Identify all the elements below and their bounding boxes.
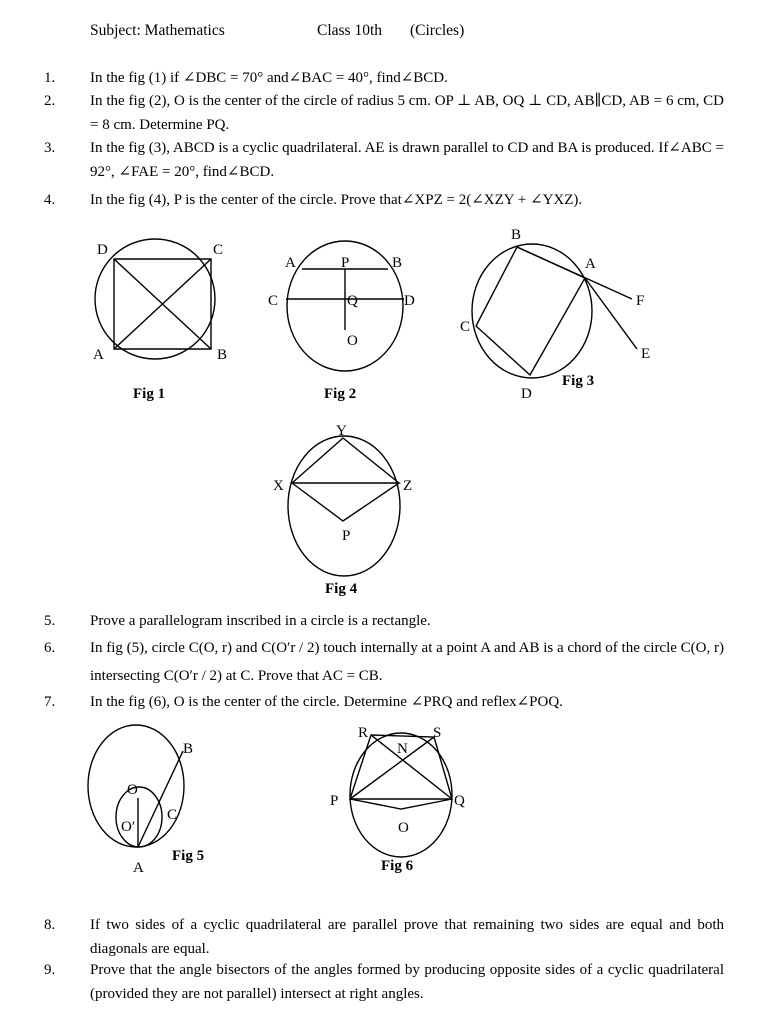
figure-4	[273, 423, 412, 597]
figures-row-1	[0, 220, 768, 610]
question-number: 9.	[44, 962, 56, 978]
fig5-inner-circle	[116, 787, 162, 847]
topic-label: (Circles)	[410, 22, 465, 39]
fig6-label-p: P	[330, 793, 339, 809]
fig1-label-c: C	[213, 242, 224, 258]
class-label: Class 10th	[317, 22, 383, 39]
question-text: Prove a parallelogram inscribed in a circle is a rectangle.	[90, 613, 431, 629]
fig5-label-o: O	[127, 782, 138, 798]
fig5-chord-ab	[138, 751, 183, 847]
fig3-label-b: B	[511, 227, 522, 243]
question-number: 6.	[44, 640, 56, 656]
fig6-label-q: Q	[454, 793, 465, 809]
fig4-caption: Fig 4	[325, 581, 358, 597]
subject-label: Subject: Mathematics	[90, 22, 225, 39]
question-number: 5.	[44, 613, 56, 629]
fig3-label-c: C	[460, 319, 471, 335]
fig2-label-d: D	[404, 293, 415, 309]
fig2-label-p: P	[341, 255, 350, 271]
fig1-circle	[95, 239, 215, 359]
fig4-circle	[288, 436, 400, 576]
fig6-caption: Fig 6	[381, 858, 414, 874]
fig4-label-y: Y	[336, 423, 347, 439]
question-text: In the fig (6), O is the center of the circle. Determine ∠PRQ and reflex∠POQ.	[90, 694, 563, 710]
question-text: In the fig (3), ABCD is a cyclic quadrilateral. AE is drawn parallel to CD and BA is produced. If∠ABC = 92°, ∠FAE = 20°, find∠BCD.	[90, 140, 724, 180]
fig3-label-e: E	[641, 346, 651, 362]
fig5-caption: Fig 5	[172, 848, 205, 864]
figures-row-2	[0, 720, 768, 880]
question-8	[44, 914, 724, 961]
fig3-label-a: A	[585, 256, 596, 272]
fig3-circle	[472, 244, 592, 378]
fig4-label-p: P	[342, 528, 351, 544]
fig3-caption: Fig 3	[562, 373, 595, 389]
figure-3	[460, 227, 650, 402]
fig5-label-c: C	[167, 807, 178, 823]
question-number: 7.	[44, 694, 56, 710]
question-number: 1.	[44, 70, 56, 86]
question-text: In the fig (2), O is the center of the circle of radius 5 cm. OP ⊥ AB, OQ ⊥ CD, AB∥CD, AB = 6 cm, CD = 8 cm. Determine PQ.	[90, 93, 724, 133]
question-9	[44, 959, 724, 1006]
question-text: In the fig (4), P is the center of the circle. Prove that∠XPZ = 2(∠XZY + ∠YXZ).	[90, 192, 583, 208]
fig4-label-z: Z	[403, 478, 413, 494]
question-6	[44, 634, 724, 690]
fig3-label-f: F	[636, 293, 645, 309]
question-number: 3.	[44, 140, 56, 156]
figure-6	[330, 725, 465, 874]
question-4	[44, 189, 724, 213]
question-3	[44, 137, 724, 184]
question-2	[44, 90, 724, 137]
fig6-line-sp	[350, 737, 434, 799]
question-7	[44, 691, 724, 715]
fig4-label-x: X	[273, 478, 284, 494]
fig5-label-a: A	[133, 860, 144, 876]
fig3-label-d: D	[521, 386, 532, 402]
question-1	[44, 67, 724, 91]
figure-2	[268, 241, 415, 402]
fig4-angle-xpz	[292, 483, 399, 521]
fig1-label-a: A	[93, 347, 104, 363]
fig5-label-b: B	[183, 741, 194, 757]
fig1-label-d: D	[97, 242, 108, 258]
fig6-line-rq	[371, 735, 452, 799]
question-number: 8.	[44, 917, 56, 933]
question-text: In the fig (1) if ∠DBC = 70° and∠BAC = 40°, find∠BCD.	[90, 70, 448, 86]
fig3-quadrilateral	[476, 247, 585, 375]
fig2-label-q: Q	[347, 293, 358, 309]
fig4-triangle-xyz	[292, 438, 399, 483]
fig2-label-c: C	[268, 293, 279, 309]
fig6-angle-poq	[350, 799, 452, 809]
fig2-label-o: O	[347, 333, 358, 349]
fig5-label-o-prime: O′	[121, 819, 136, 835]
question-number: 2.	[44, 93, 56, 109]
fig3-line-ae	[585, 278, 637, 349]
fig2-label-a: A	[285, 255, 296, 271]
question-5	[44, 610, 724, 634]
figure-1	[93, 239, 227, 402]
question-text: Prove that the angle bisectors of the angles formed by producing opposite sides of a cyclic quadrilateral (provided they are not parallel) intersect at right angles.	[90, 962, 724, 1002]
fig6-label-r: R	[358, 725, 369, 741]
fig3-line-baf	[517, 247, 632, 299]
fig6-label-n: N	[397, 741, 408, 757]
fig6-label-s: S	[433, 725, 442, 741]
fig1-caption: Fig 1	[133, 386, 166, 402]
fig6-label-o: O	[398, 820, 409, 836]
question-text: In fig (5), circle C(O, r) and C(O′r / 2) touch internally at a point A and AB is a chord of the circle C(O, r) intersecting C(O′r / 2) at C. Prove that AC = CB.	[90, 640, 724, 684]
fig2-label-b: B	[392, 255, 403, 271]
question-number: 4.	[44, 192, 56, 208]
question-text: If two sides of a cyclic quadrilateral are parallel prove that remaining two sides are equal and both diagonals are equal.	[90, 917, 724, 957]
fig2-caption: Fig 2	[324, 386, 357, 402]
fig1-label-b: B	[217, 347, 228, 363]
figure-5	[88, 725, 204, 876]
